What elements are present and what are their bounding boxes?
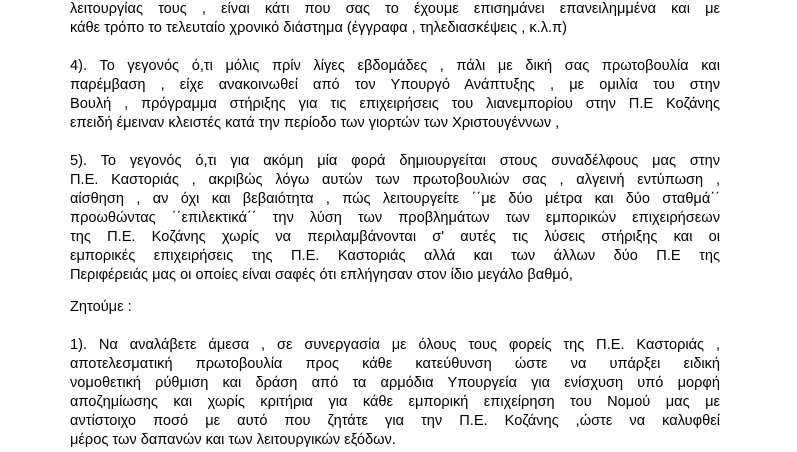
text-line: αίσθηση , αν όχι και βεβαιότητα , πώς λειτουργείτε ΄΄με δύο μέτρα και δύο σταθμά΄΄ — [70, 191, 720, 207]
text-line: 4). Το γεγονός ό,τι μόλις πρίν λίγες εβδομάδες , πάλι με δική σας πρωτοβουλία και — [70, 58, 720, 74]
text-line: μέρος των δαπανών και των λειτουργικών εξόδων. — [70, 432, 396, 448]
text-line: Π.Ε. Καστοριάς , ακριβώς λόγω αυτών των πρωτοβουλιών σας , αλγεινή εντύπωση , — [70, 172, 720, 188]
text-line: της Π.Ε. Κοζάνης χωρίς να περιλαμβάνονται σ' αυτές τις λύσεις στήριξης και οι — [70, 229, 720, 245]
text-line: κάθε τρόπο το τελευταίο χρονικό διάστημα (έγγραφα , τηλεδιασκέψεις , κ.λ.π) — [70, 20, 567, 36]
text-line: αποτελεσματική πρωτοβουλία προς κάθε κατεύθυνση ώστε να υπάρξει ειδική — [70, 356, 720, 372]
text-line: 5). Το γεγονός ό,τι για ακόμη μία φορά δημιουργείται στους συναδέλφους μας στην — [70, 153, 720, 169]
text-line: επειδή έμειναν κλειστές κατά την περίοδο των γιορτών των Χριστουγέννων , — [70, 115, 560, 131]
text-line: Περιφέρειάς μας οι οποίες είναι σαφές ότι επλήγησαν στον ίδιο μεγάλο βαθμό, — [70, 267, 573, 283]
text-line: αποζημίωσης και χωρίς κριτήρια για κάθε εμπορική επιχείρηση του Νομού μας με — [70, 394, 720, 410]
text-line: 1). Να αναλάβετε άμεσα , σε συνεργασία με όλους τους φορείς της Π.Ε. Καστοριάς , — [70, 337, 720, 353]
text-line: προωθώντας ΄΄επιλεκτικά΄΄ την λύση των προβλημάτων των εμπορικών επιχειρήσεων — [70, 210, 720, 226]
text-line: νομοθετική ρύθμιση και δράση από τα αρμόδια Υπουργεία για ενίσχυση υπό μορφή — [70, 375, 720, 391]
text-line: παρέμβαση , είχε ανακοινωθεί από τον Υπουργό Ανάπτυξης , με ομιλία του στην — [70, 77, 720, 93]
text-line: αντίστοιχο ποσό με αυτό που ζητάτε για την Π.Ε. Κοζάνης ,ώστε να καλυφθεί — [70, 413, 720, 429]
text-line: εμπορικές επιχειρήσεις της Π.Ε. Καστοριάς αλλά και των άλλων δύο Π.Ε της — [70, 248, 720, 264]
demand-heading: Ζητούμε : — [70, 299, 132, 315]
text-line: λειτουργίας τους , είναι κάτι που σας το έχουμε επισημάνει επανειλημμένα και με — [70, 1, 720, 17]
text-line: Βουλή , πρόγραμμα στήριξης για τις επιχειρήσεις του λιανεμπορίου στην Π.Ε Κοζάνης — [70, 96, 720, 112]
